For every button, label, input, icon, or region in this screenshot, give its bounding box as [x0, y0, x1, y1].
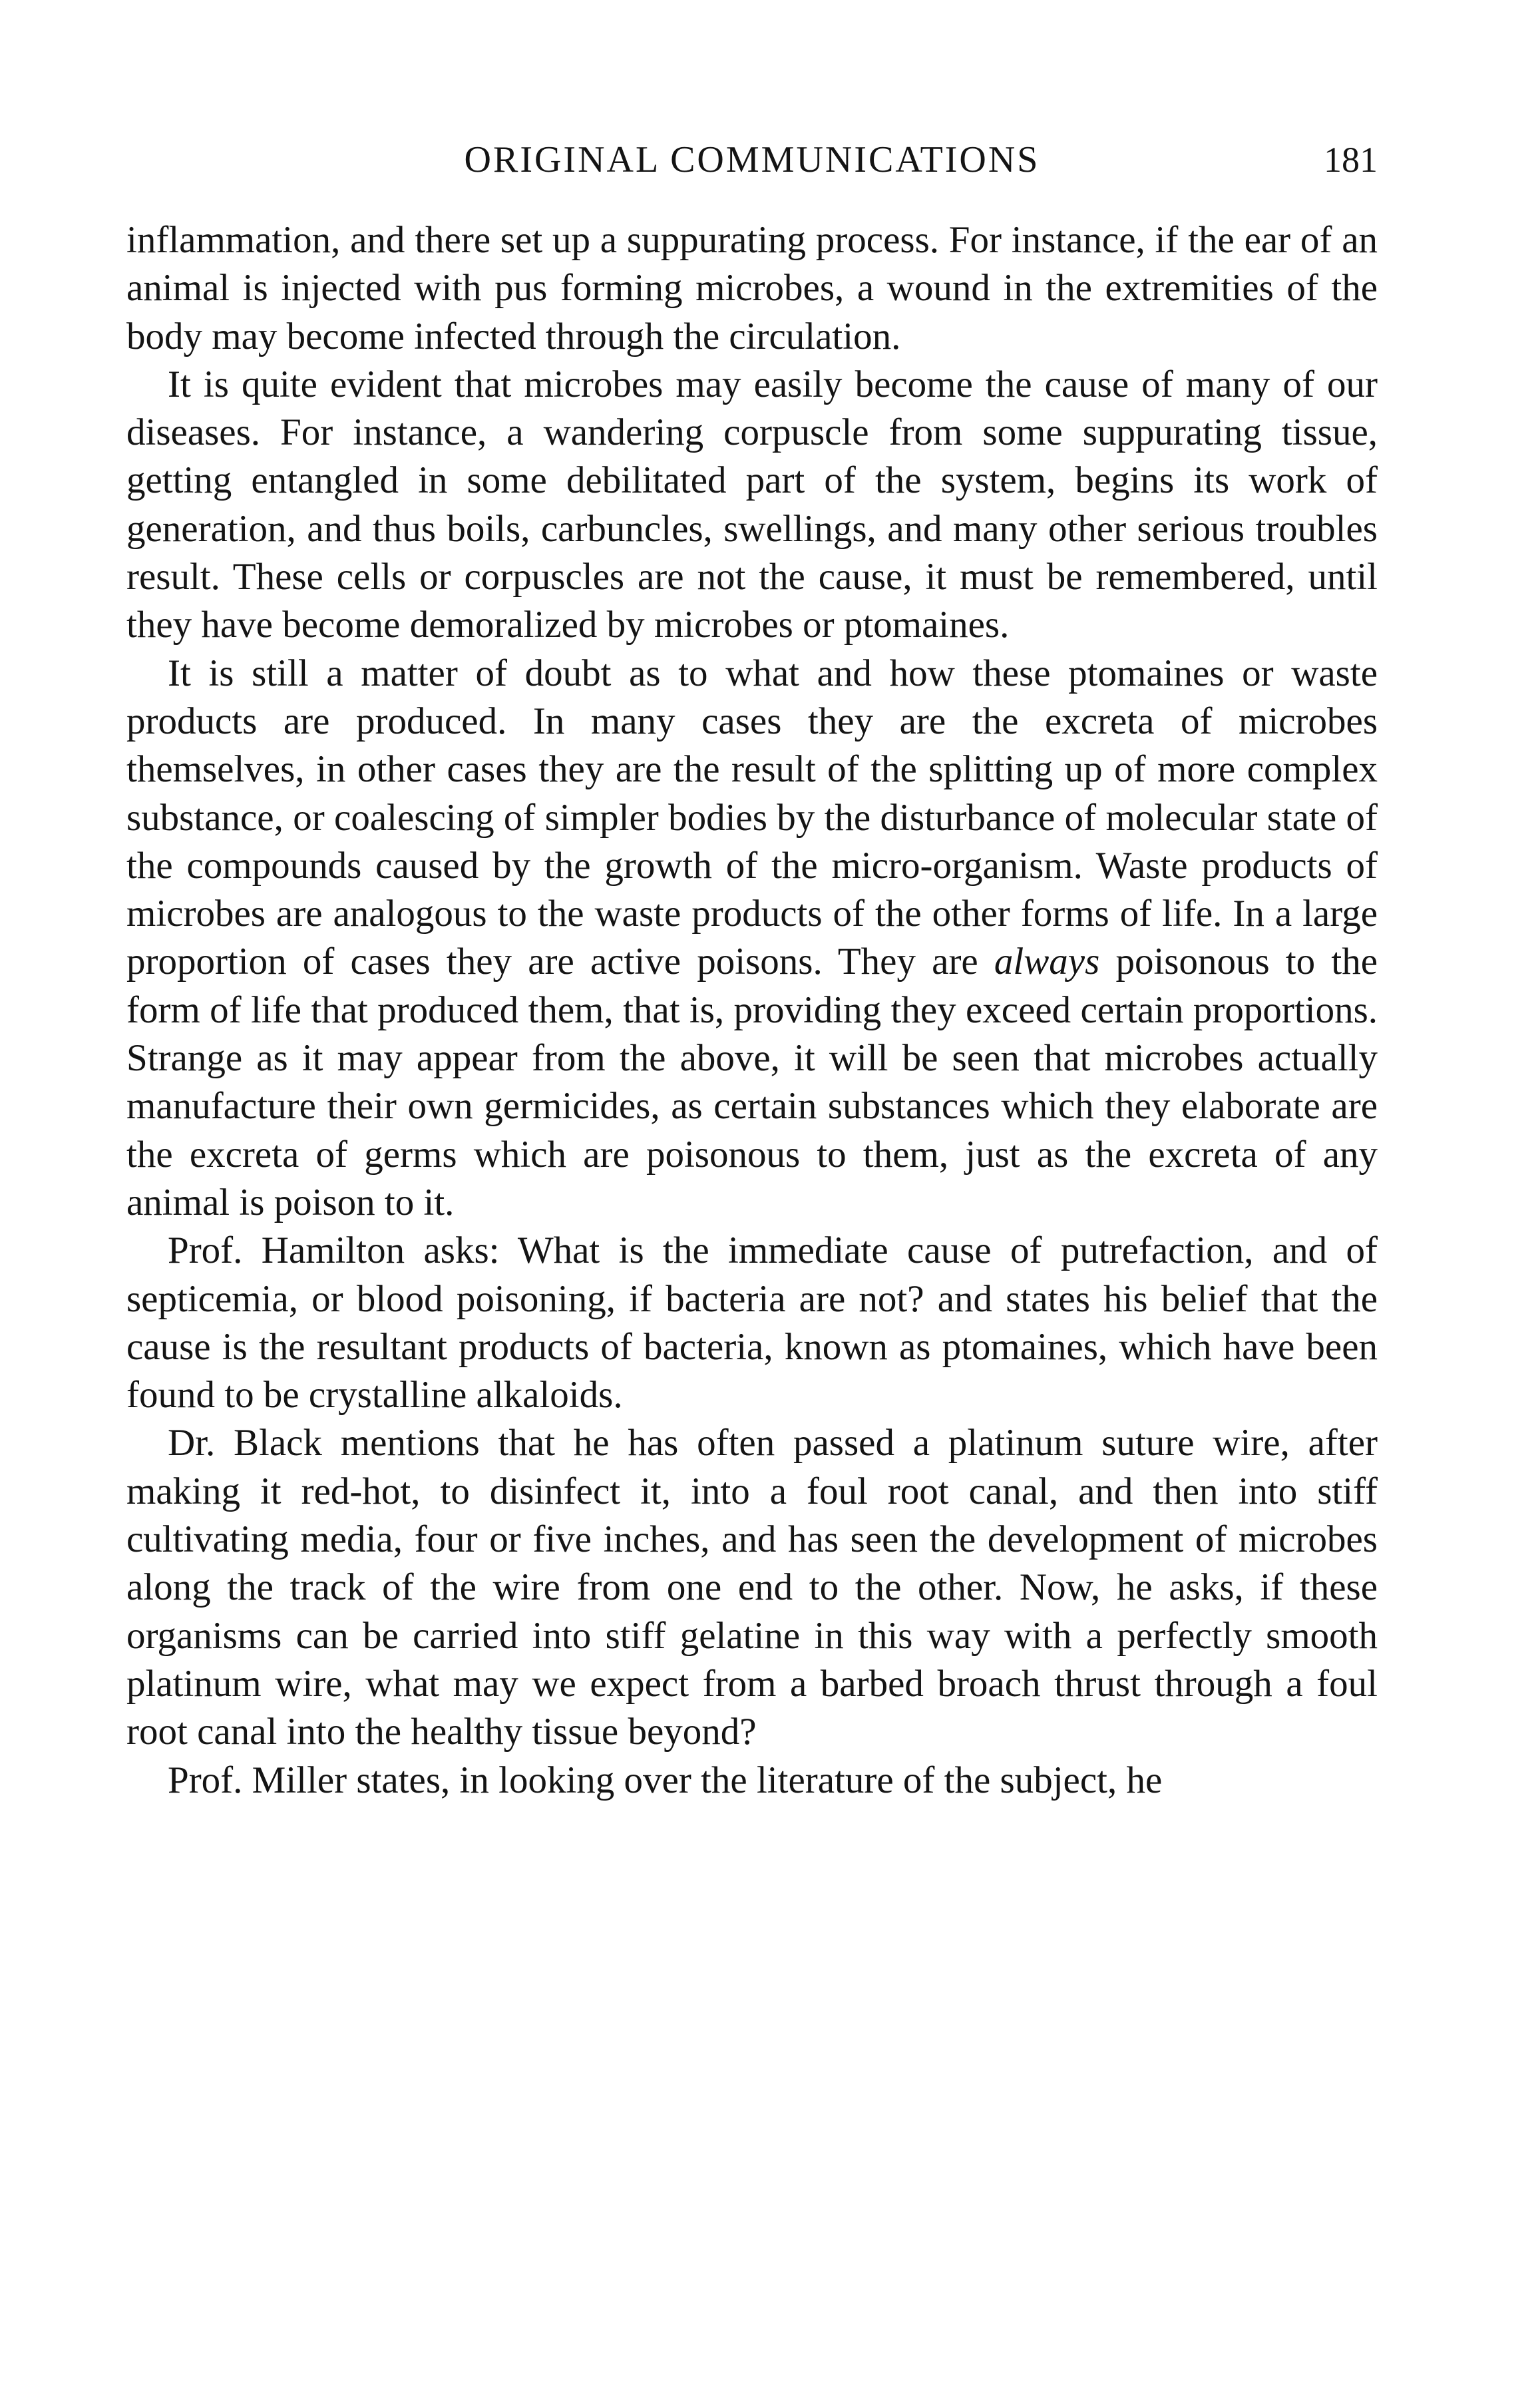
- page-number: 181: [1324, 140, 1378, 180]
- paragraph-text: Dr. Black mentions that he has often passed a platinum suture wire, after making it red-hot, to disinfect it, into a foul root canal, and then into stiff cultivating media, four or five inches, and has seen the development of microbes along the track of the wire from one end to the other. Now, he asks, if these organisms can be carried into stiff gelatine in this way with a perfectly smooth platinum wire, what may we expect from a barbed broach thrust through a foul root canal into the healthy tissue beyond?: [126, 1422, 1378, 1753]
- running-head: [126, 133, 1378, 186]
- paragraph-continuation: [126, 216, 1378, 361]
- paragraph-text: Prof. Miller states, in looking over the literature of the subject, he: [168, 1759, 1163, 1801]
- body-text: [126, 216, 1378, 1805]
- paragraph-prof-miller: [126, 1757, 1378, 1805]
- paragraph-text: Prof. Hamilton asks: What is the immediate cause of putrefaction, and of septicemia, or blood poisoning, if bacteria are not? and states his belief that the cause is the resultant products of bacteria, known as ptomaines, which have been found to be crystalline alkaloids.: [126, 1229, 1378, 1416]
- paragraph-ptomaines: [126, 650, 1378, 1227]
- paragraph-text: inflammation, and there set up a suppurating process. For instance, if the ear of an animal is injected with pus forming microbes, a wound in the extremities of the body may become infected through the circulation.: [126, 219, 1378, 357]
- paragraph-text-after: poisonous to the form of life that produced them, that is, providing they exceed certain proportions. Strange as it may appear from the above, it will be seen that microbes actually manufacture their own germicides, as certain substances which they elaborate are the excreta of germs which are poisonous to them, just as the excreta of any animal is poison to it.: [126, 941, 1378, 1223]
- paragraph-microbes-cause-disease: [126, 361, 1378, 650]
- paragraph-text: It is still a matter of doubt as to what and how these ptomaines or waste products are produced. In many cases they are the excreta of microbes themselves, in other cases they are the result of the splitting up of more complex substance, or coalescing of simpler bodies by the disturbance of molecular state of the compounds caused by the growth of the micro-organism. Waste products of microbes are analogous to the waste products of the other forms of life. In a large proportion of cases they are active poisons. They are: [126, 652, 1378, 983]
- emphasized-word: always: [994, 941, 1100, 983]
- paragraph-dr-black: [126, 1419, 1378, 1756]
- paragraph-text: It is quite evident that microbes may easily become the cause of many of our diseases. For instance, a wandering corpuscle from some suppurating tissue, getting entangled in some debilitated part of the system, begins its work of generation, and thus boils, carbuncles, swellings, and many other serious troubles result. These cells or corpuscles are not the cause, it must be remembered, until they have become demoralized by microbes or ptomaines.: [126, 363, 1378, 646]
- paragraph-prof-hamilton: [126, 1227, 1378, 1419]
- running-title: ORIGINAL COMMUNICATIONS: [464, 139, 1040, 180]
